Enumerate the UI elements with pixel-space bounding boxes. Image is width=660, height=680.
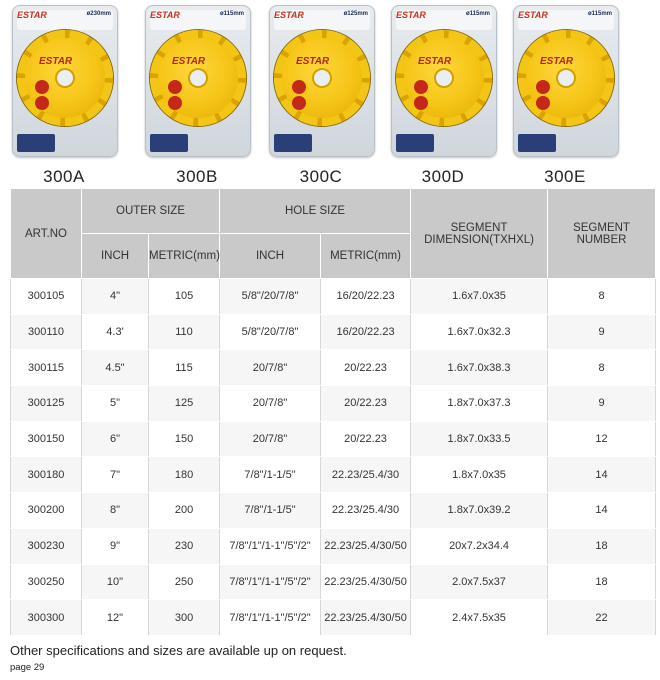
cell-hole-metric: 20/22.23 — [321, 350, 411, 386]
table-row — [11, 600, 656, 636]
cell-outer-inch: 4" — [82, 279, 149, 315]
cell-hole-inch: 7/8"/1-1/5" — [220, 493, 321, 529]
cell-outer-inch: 12" — [82, 600, 149, 636]
package-footer — [17, 134, 55, 152]
cell-outer-inch: 8" — [82, 493, 149, 529]
blade-face — [25, 38, 105, 118]
package-size: ø115mm — [465, 11, 490, 17]
cell-outer-inch: 7" — [82, 457, 149, 493]
product-code: 300D — [421, 167, 465, 186]
blade-logo: ESTAR — [296, 56, 330, 67]
warning-icon — [168, 80, 182, 94]
table-row — [11, 314, 656, 350]
arbor-hole — [558, 70, 574, 86]
cell-hole-metric: 16/20/22.23 — [321, 279, 411, 315]
blade-logo: ESTAR — [418, 56, 452, 67]
saw-blade-icon — [150, 30, 246, 126]
product-code: 300E — [544, 167, 586, 186]
arbor-hole — [436, 70, 452, 86]
cell-hole-metric: 20/22.23 — [321, 386, 411, 422]
cell-segment-dimension: 1.6x7.0x32.3 — [411, 314, 548, 350]
package-brand: ESTAR — [518, 10, 548, 20]
cell-outer-metric: 125 — [149, 386, 220, 422]
blade-face — [526, 38, 606, 118]
cell-art-no: 300180 — [11, 457, 82, 493]
package-footer — [274, 134, 312, 152]
cell-hole-inch: 5/8"/20/7/8" — [220, 314, 321, 350]
cell-outer-inch: 9" — [82, 528, 149, 564]
package-size: ø115mm — [219, 11, 244, 17]
saw-blade-icon — [17, 30, 113, 126]
product-item — [145, 5, 249, 187]
cell-hole-inch: 20/7/8" — [220, 421, 321, 457]
cell-segment-dimension: 1.8x7.0x35 — [411, 457, 548, 493]
cell-hole-inch: 7/8"/1"/1-1"/5"/2" — [220, 528, 321, 564]
warning-icon — [35, 80, 49, 94]
product-item — [12, 5, 116, 187]
cell-outer-inch: 4.3' — [82, 314, 149, 350]
header-art-no: ART.NO — [11, 189, 82, 279]
cell-segment-dimension: 1.8x7.0x33.5 — [411, 421, 548, 457]
cell-hole-metric: 22.23/25.4/30/50 — [321, 564, 411, 600]
cell-hole-inch: 7/8"/1-1/5" — [220, 457, 321, 493]
cell-hole-inch: 20/7/8" — [220, 350, 321, 386]
cell-hole-inch: 7/8"/1"/1-1"/5"/2" — [220, 564, 321, 600]
cell-outer-metric: 200 — [149, 493, 220, 529]
product-code: 300A — [43, 167, 85, 186]
cell-segment-dimension: 20x7.2x34.4 — [411, 528, 548, 564]
cell-outer-inch: 10" — [82, 564, 149, 600]
saw-blade-icon — [518, 30, 614, 126]
cell-art-no: 300200 — [11, 493, 82, 529]
cell-segment-dimension: 2.0x7.5x37 — [411, 564, 548, 600]
header-outer-size: OUTER SIZE — [82, 189, 220, 234]
package-footer — [396, 134, 434, 152]
blade-package-image — [391, 5, 497, 157]
cell-art-no: 300230 — [11, 528, 82, 564]
blade-logo: ESTAR — [172, 56, 206, 67]
product-code: 300C — [299, 167, 343, 186]
cell-segment-number: 22 — [548, 600, 656, 636]
header-outer-metric: METRIC(mm) — [149, 234, 220, 279]
cell-art-no: 300150 — [11, 421, 82, 457]
cell-outer-metric: 105 — [149, 279, 220, 315]
cell-segment-number: 14 — [548, 457, 656, 493]
header-segment-number: SEGMENT NUMBER — [548, 189, 656, 279]
cell-outer-metric: 180 — [149, 457, 220, 493]
table-row — [11, 564, 656, 600]
cell-outer-inch: 5" — [82, 386, 149, 422]
product-code: 300B — [176, 167, 218, 186]
cell-hole-inch: 20/7/8" — [220, 386, 321, 422]
warning-icon — [414, 80, 428, 94]
cell-outer-metric: 250 — [149, 564, 220, 600]
package-brand: ESTAR — [150, 10, 180, 20]
blade-package-image — [12, 5, 118, 157]
product-item — [269, 5, 373, 187]
header-segment-dimension: SEGMENT DIMENSION(TXHXL) — [411, 189, 548, 279]
header-hole-metric: METRIC(mm) — [321, 234, 411, 279]
blade-face — [404, 38, 484, 118]
table-row — [11, 528, 656, 564]
blade-face — [282, 38, 362, 118]
cell-art-no: 300250 — [11, 564, 82, 600]
cell-segment-number: 8 — [548, 279, 656, 315]
saw-blade-icon — [274, 30, 370, 126]
cell-segment-dimension: 1.8x7.0x39.2 — [411, 493, 548, 529]
table-row — [11, 386, 656, 422]
cell-hole-metric: 22.23/25.4/30/50 — [321, 528, 411, 564]
page-number: page 29 — [10, 662, 45, 673]
cell-outer-metric: 230 — [149, 528, 220, 564]
cell-segment-number: 12 — [548, 421, 656, 457]
package-size: ø115mm — [587, 11, 612, 17]
cell-hole-metric: 20/22.23 — [321, 421, 411, 457]
blade-package-image — [145, 5, 251, 157]
header-hole-inch: INCH — [220, 234, 321, 279]
cell-outer-metric: 150 — [149, 421, 220, 457]
blade-logo: ESTAR — [540, 56, 574, 67]
cell-outer-metric: 115 — [149, 350, 220, 386]
cell-art-no: 300105 — [11, 279, 82, 315]
package-brand: ESTAR — [17, 10, 47, 20]
package-brand: ESTAR — [274, 10, 304, 20]
cell-hole-metric: 22.23/25.4/30/50 — [321, 600, 411, 636]
product-item — [513, 5, 617, 187]
package-brand: ESTAR — [396, 10, 426, 20]
table-row — [11, 421, 656, 457]
table-row — [11, 350, 656, 386]
header-hole-size: HOLE SIZE — [220, 189, 411, 234]
cell-segment-dimension: 1.6x7.0x38.3 — [411, 350, 548, 386]
cell-segment-number: 9 — [548, 314, 656, 350]
arbor-hole — [57, 70, 73, 86]
blade-logo: ESTAR — [39, 56, 73, 67]
table-row — [11, 457, 656, 493]
cell-art-no: 300125 — [11, 386, 82, 422]
cell-art-no: 300110 — [11, 314, 82, 350]
warning-icon — [536, 80, 550, 94]
cell-art-no: 300300 — [11, 600, 82, 636]
footnote: Other specifications and sizes are available up on request. — [10, 643, 347, 658]
spec-table — [10, 188, 656, 636]
cell-segment-dimension: 2.4x7.5x35 — [411, 600, 548, 636]
spec-table-body — [11, 279, 656, 636]
cell-art-no: 300115 — [11, 350, 82, 386]
cell-hole-metric: 16/20/22.23 — [321, 314, 411, 350]
package-size: ø230mm — [86, 11, 111, 17]
table-row — [11, 493, 656, 529]
cell-segment-dimension: 1.8x7.0x37.3 — [411, 386, 548, 422]
header-outer-inch: INCH — [82, 234, 149, 279]
cell-outer-metric: 300 — [149, 600, 220, 636]
package-footer — [150, 134, 188, 152]
cell-hole-metric: 22.23/25.4/30 — [321, 457, 411, 493]
package-footer — [518, 134, 556, 152]
cell-hole-inch: 7/8"/1"/1-1"/5"/2" — [220, 600, 321, 636]
cell-outer-metric: 110 — [149, 314, 220, 350]
cell-outer-inch: 4.5" — [82, 350, 149, 386]
arbor-hole — [314, 70, 330, 86]
cell-segment-number: 14 — [548, 493, 656, 529]
cell-segment-dimension: 1.6x7.0x35 — [411, 279, 548, 315]
package-size: ø125mm — [343, 11, 368, 17]
blade-package-image — [513, 5, 619, 157]
cell-segment-number: 18 — [548, 528, 656, 564]
blade-face — [158, 38, 238, 118]
cell-outer-inch: 6" — [82, 421, 149, 457]
blade-package-image — [269, 5, 375, 157]
product-images — [0, 0, 660, 188]
saw-blade-icon — [396, 30, 492, 126]
cell-segment-number: 9 — [548, 386, 656, 422]
product-item — [391, 5, 495, 187]
table-row — [11, 279, 656, 315]
arbor-hole — [190, 70, 206, 86]
cell-segment-number: 8 — [548, 350, 656, 386]
warning-icon — [292, 80, 306, 94]
cell-hole-inch: 5/8"/20/7/8" — [220, 279, 321, 315]
cell-hole-metric: 22.23/25.4/30 — [321, 493, 411, 529]
cell-segment-number: 18 — [548, 564, 656, 600]
